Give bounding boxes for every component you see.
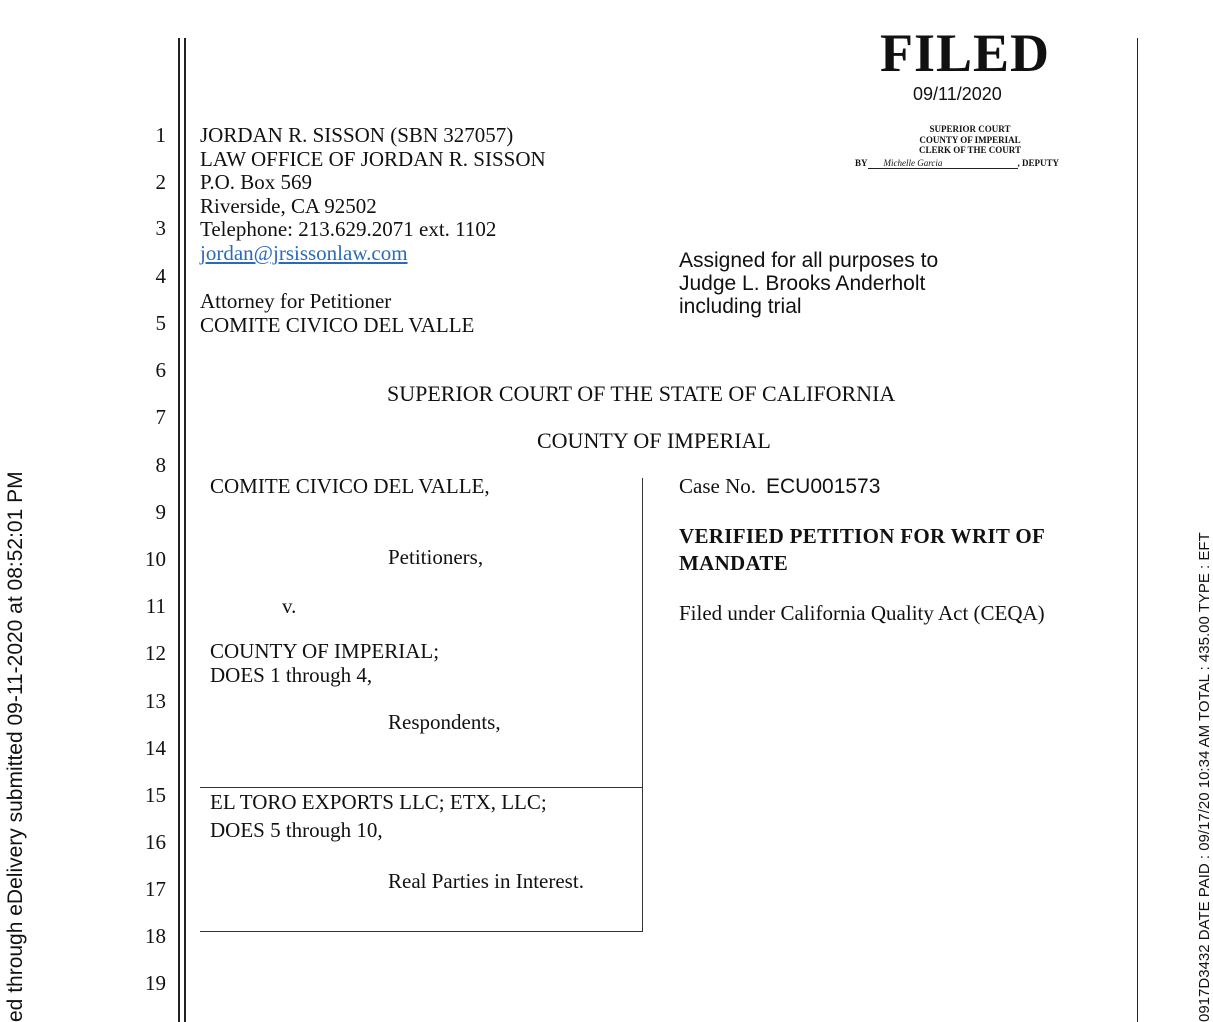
case-number: ECU001573 (766, 475, 881, 498)
attorney-role: Attorney for Petitioner (200, 289, 392, 313)
email-link[interactable]: jordan@jrsissonlaw.com (200, 240, 408, 265)
stamp-by-label: BY (855, 158, 868, 168)
real-party-does: DOES 5 through 10, (210, 818, 383, 842)
assignment-line: Judge L. Brooks Anderholt (679, 272, 926, 295)
case-number-line (679, 474, 880, 499)
respondent-role: Respondents, (388, 710, 501, 734)
line-number: 19 (145, 971, 166, 995)
line-number: 4 (155, 264, 166, 288)
line-number: 1 (155, 123, 166, 147)
filed-stamp-title: FILED (880, 23, 1051, 83)
respondent-does: DOES 1 through 4, (210, 663, 373, 687)
real-party-role: Real Parties in Interest. (388, 869, 584, 893)
line-number: 18 (145, 924, 166, 948)
filed-stamp-court (880, 124, 1060, 156)
law-office: LAW OFFICE OF JORDAN R. SISSON (200, 146, 546, 171)
line-number: 11 (145, 594, 166, 618)
caption-middle-rule (200, 787, 642, 788)
left-margin-rule-inner (184, 38, 186, 1022)
line-number: 9 (155, 500, 166, 524)
caption-bottom-rule (200, 931, 643, 932)
line-number: 2 (155, 170, 166, 194)
respondent-name: COUNTY OF IMPERIAL; (210, 639, 440, 663)
line-number: 16 (145, 830, 166, 854)
attorney-client: COMITE CIVICO DEL VALLE (200, 312, 475, 337)
stamp-deputy-label: , DEPUTY (1017, 158, 1060, 168)
document-title (679, 523, 1045, 577)
payment-receipt-note: 0917D3432 DATE PAID : 09/17/20 10:34 AM TOTAL : 435.00 TYPE : EFT (1196, 532, 1213, 1022)
line-number: 8 (155, 453, 166, 477)
line-number: 10 (145, 547, 166, 571)
assignment-line: including trial (679, 295, 802, 318)
stamp-court-line: SUPERIOR COURT (929, 124, 1011, 134)
line-number: 7 (155, 405, 166, 429)
line-number: 5 (155, 311, 166, 335)
stamp-court-line: CLERK OF THE COURT (919, 145, 1021, 155)
petitioner-name: COMITE CIVICO DEL VALLE, (210, 474, 490, 498)
left-margin-rule-outer (178, 38, 180, 1022)
court-name: SUPERIOR COURT OF THE STATE OF CALIFORNIA (387, 381, 896, 406)
line-number: 13 (145, 689, 166, 713)
stamp-court-line: COUNTY OF IMPERIAL (919, 134, 1021, 145)
line-number: 6 (155, 358, 166, 382)
caption-vertical-rule (642, 478, 643, 932)
real-party-name: EL TORO EXPORTS LLC; ETX, LLC; (210, 790, 547, 814)
filed-stamp-date: 09/11/2020 (913, 84, 1002, 104)
versus: v. (282, 594, 297, 618)
clerk-signature: Michelle Garcia (868, 158, 1018, 169)
line-number: 12 (145, 641, 166, 665)
attorney-name: JORDAN R. SISSON (SBN 327057) (200, 123, 514, 147)
line-number: 15 (145, 783, 166, 807)
line-number: 3 (155, 216, 166, 240)
attorney-header (200, 124, 546, 266)
case-number-label: Case No. (679, 474, 756, 498)
judge-assignment-note (679, 249, 938, 318)
city-state: Riverside, CA 92502 (200, 193, 377, 218)
filed-stamp-deputy-line (855, 158, 1059, 169)
attorney-for-block (200, 290, 474, 337)
filed-under-note: Filed under California Quality Act (CEQA) (679, 601, 1045, 625)
line-number: 14 (145, 736, 166, 760)
telephone: Telephone: 213.629.2071 ext. 1102 (200, 217, 497, 242)
line-number: 17 (145, 877, 166, 901)
edelivery-submission-note: ed through eDelivery submitted 09-11-2020 at 08:52:01 PM (4, 471, 27, 1022)
po-box: P.O. Box 569 (200, 170, 313, 195)
assignment-line: Assigned for all purposes to (679, 249, 939, 272)
document-title-line: MANDATE (679, 551, 789, 575)
petitioner-role: Petitioners, (388, 545, 484, 569)
court-county: COUNTY OF IMPERIAL (537, 428, 771, 453)
document-title-line: VERIFIED PETITION FOR WRIT OF (679, 524, 1046, 548)
right-margin-rule (1137, 38, 1138, 1022)
